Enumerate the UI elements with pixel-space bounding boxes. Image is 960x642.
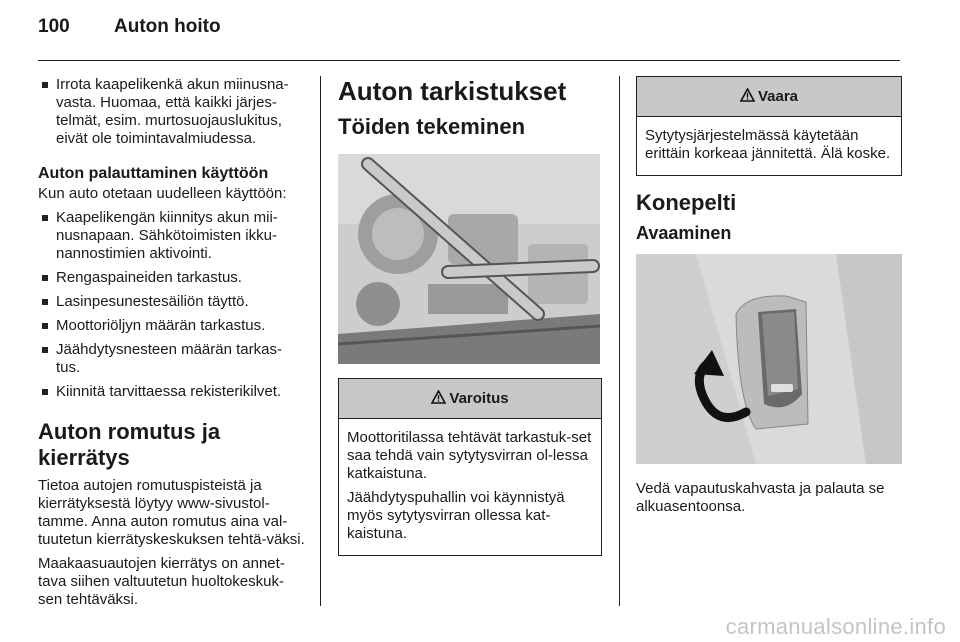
warning-header: [339, 379, 601, 419]
list-item: Jäähdytysnesteen määrän tarkas-tus.: [38, 341, 306, 377]
heading-work: Töiden tekeminen: [338, 114, 526, 139]
caption: Vedä vapautuskahvasta ja palauta se alkuasentoonsa.: [636, 480, 885, 515]
header-rule: [38, 60, 900, 61]
list-item: Lasinpesunestesäiliön täyttö.: [38, 293, 306, 311]
warning-text: Moottoritilassa tehtävät tarkastuk-set saa tehdä vain sytytysvirran ol-lessa katkaistuna.: [347, 429, 592, 482]
warning-triangle-icon: [431, 390, 446, 408]
engine-bay-illustration: [338, 154, 600, 364]
page-number: 100: [38, 16, 70, 37]
warning-triangle-icon: [740, 88, 755, 106]
heading-scrap: Auton romutus ja kierrätys: [38, 419, 221, 470]
list-item: Irrota kaapelikenkä akun miinusna-vasta. Huomaa, että kaikki järjes-telmät, esim. murtosuojauslukitus, eivät ole toimintavalmiudessa.: [38, 76, 306, 148]
column-divider: [320, 76, 321, 606]
danger-box: [636, 76, 902, 176]
section-title: Auton hoito: [114, 16, 221, 37]
scrap-paragraph: Tietoa autojen romutuspisteistä ja kierrätyksestä löytyy www-sivustol-tamme. Anna auton romutus aina val-tuutetun kierrätyskeskuksen tehtä-väksi.: [38, 477, 305, 548]
restore-intro: Kun auto otetaan uudelleen käyttöön:: [38, 185, 287, 202]
heading-restore: Auton palauttaminen käyttöön: [38, 165, 269, 182]
warning-text: Jäähdytyspuhallin voi käynnistyä myös sytytysvirran ollessa kat-kaistuna.: [347, 489, 565, 542]
danger-header: [637, 77, 901, 117]
column-left: [38, 76, 306, 615]
release-lever-illustration: [636, 254, 902, 464]
warning-title: Varoitus: [449, 390, 509, 407]
list-item: Kaapelikengän kiinnitys akun mii-nusnapaan. Sähkötoimisten ikku-nannostimien aktivointi.: [38, 209, 306, 263]
page-header: [38, 16, 221, 48]
danger-text: Sytytysjärjestelmässä käytetään erittäin korkeaa jännitettä. Älä koske.: [645, 127, 891, 162]
scrap-paragraph: Maakaasuautojen kierrätys on annet-tava siihen valtuutetun huoltokeskuk-sen tehtäväksi.: [38, 555, 285, 608]
list-item: Moottoriöljyn määrän tarkastus.: [38, 317, 306, 335]
heading-open: Avaaminen: [636, 223, 732, 243]
list-item: Rengaspaineiden tarkastus.: [38, 269, 306, 287]
column-right: [636, 76, 902, 522]
watermark: carmanualsonline.info: [725, 614, 946, 639]
column-divider: [619, 76, 620, 606]
heading-bonnet: Konepelti: [636, 190, 737, 215]
list-item: Kiinnitä tarvittaessa rekisterikilvet.: [38, 383, 306, 401]
column-middle: [338, 76, 602, 556]
warning-box: [338, 378, 602, 556]
warning-body: [339, 419, 601, 555]
danger-title: Vaara: [757, 88, 799, 105]
danger-body: [637, 117, 901, 175]
heading-checks: Auton tarkistukset: [338, 76, 567, 106]
